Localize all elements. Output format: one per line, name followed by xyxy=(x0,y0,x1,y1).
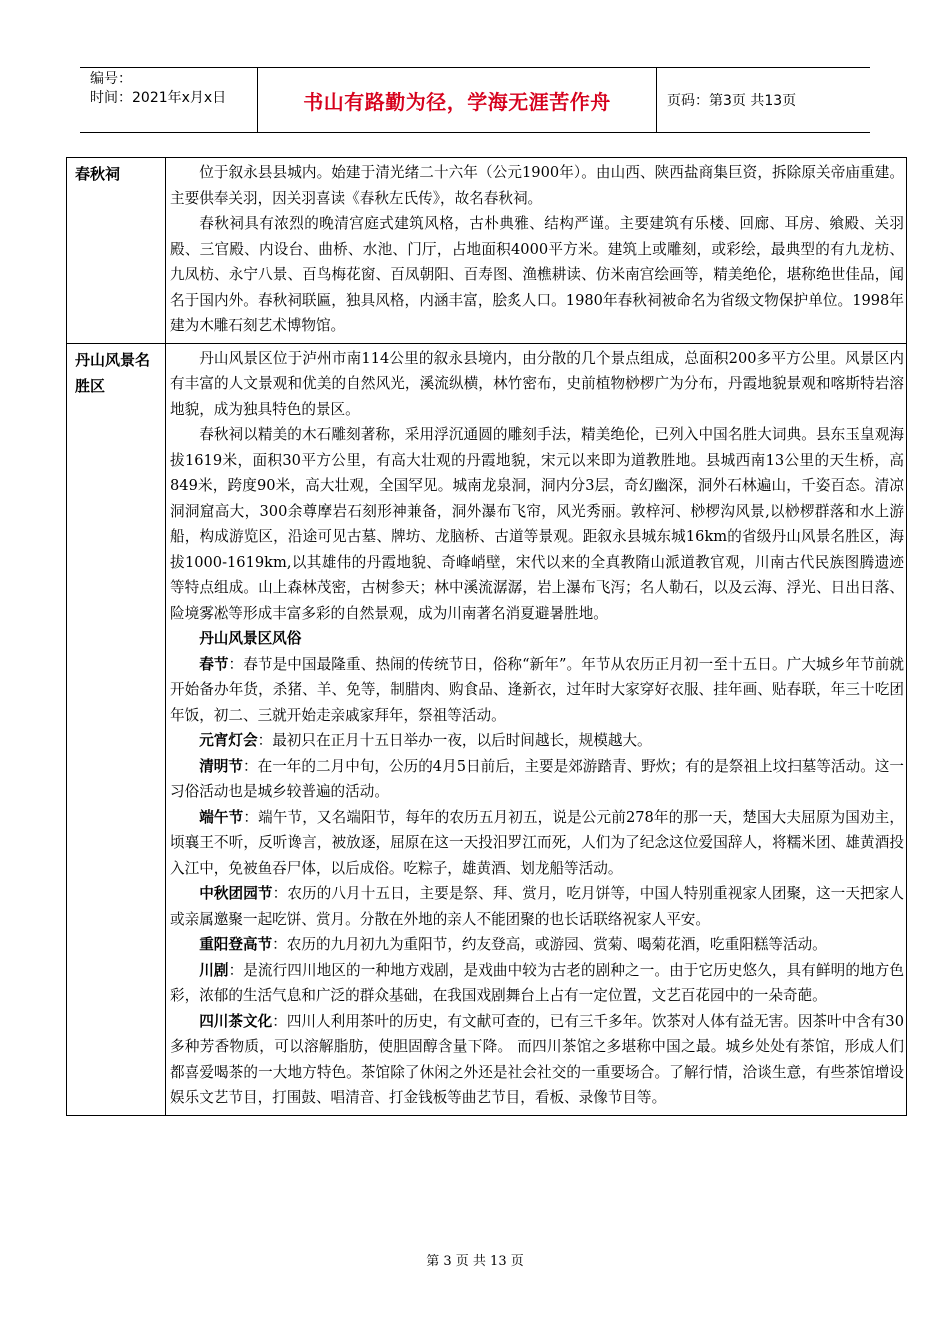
custom-term: 元宵灯会 xyxy=(199,732,258,749)
custom-term: 端午节 xyxy=(199,808,244,826)
custom-item xyxy=(170,932,904,958)
page-label: 页码：第3页 共13页 xyxy=(667,93,797,109)
table-row xyxy=(67,158,907,344)
custom-term: 春节 xyxy=(199,655,229,673)
custom-sep: ： xyxy=(243,808,259,826)
custom-term: 清明节 xyxy=(199,757,243,775)
table-row xyxy=(67,343,907,1115)
header-motto-cell xyxy=(258,68,657,132)
page-header xyxy=(80,67,870,133)
custom-item xyxy=(170,958,904,1009)
custom-text: 农历的八月十五日，主要是祭、拜、赏月，吃月饼等，中国人特别重视家人团聚，这一天把家人或亲属邀聚一起吃饼、赏月。分散在外地的亲人不能团聚的也长话联络祝家人平安。 xyxy=(170,885,904,928)
custom-text: 春节是中国最隆重、热闹的传统节日，俗称“新年”。年节从农历正月初一至十五日。广大城乡年节前就开始备办年货，杀猪、羊、免等，制腊肉、购食品、逢新衣，过年时大家穿好衣服、挂年画、贴春联，年三十吃团年饭，初二、三就开始走亲戚家拜年，祭祖等活动。 xyxy=(170,655,904,724)
page-footer: 第 3 页 共 13 页 xyxy=(426,1254,524,1269)
custom-text: 端午节，又名端阳节，每年的农历五月初五，说是公元前278年的那一天，楚国大夫屈原为国劝主，顷襄王不听，反听谗言，被放逐，屈原在这一天投汨罗江而死，人们为了纪念这位爱国辞人，将糯米团、雄黄酒投入江中，免被鱼吞尸体，以后成俗。吃粽子，雄黄酒、划龙船等活动。 xyxy=(170,808,904,877)
time-label: 时间：2021年x月x日 xyxy=(90,90,227,106)
customs-title: 丹山风景区风俗 xyxy=(199,630,302,647)
row-label: 春秋祠 xyxy=(67,158,166,344)
custom-sep: ： xyxy=(243,757,258,775)
motto: 书山有路勤为径，学海无涯苦作舟 xyxy=(303,89,611,114)
custom-item xyxy=(170,881,904,932)
custom-text: 农历的九月初九为重阳节，约友登高，或游园、赏菊、喝菊花酒，吃重阳糕等活动。 xyxy=(286,936,827,953)
custom-item xyxy=(170,1009,904,1111)
custom-item xyxy=(170,728,904,754)
custom-sep: ： xyxy=(272,885,288,902)
header-meta xyxy=(80,68,258,132)
paragraph: 春秋祠以精美的木石雕刻著称，采用浮沉通圆的雕刻手法，精美绝伦，已列入中国名胜大词典。县东玉皇观海拔1619米，面积30平方公里，有高大壮观的丹霞地貌，宋元以来即为道教胜地。县城西南13公里的天生桥，高849米，跨度90米，高大壮观，全国罕见。城南龙泉洞，洞内分3层，奇幻幽深，洞外石林遍山，千姿百态。清凉洞洞窟高大，300余尊摩岩石刻形神兼备，洞外瀑布飞帘，风光秀丽。敦梓河、桫椤沟风景,以桫椤群落和水上游船，构成游览区，沿途可见古墓、牌坊、龙脑桥、古道等景观。距叙永县城东城16km的省级丹山风景名胜区，海拔1000-1619km,以其雄伟的丹霞地貌、奇峰峭壁，宋代以来的全真教隋山派道教官观，川南古代民族图腾遗迹等特点组成。山上森林茂密，古树参天；林中溪流潺潺，岩上瀑布飞泻；名人勒石，以及云海、浮光、日出日落、险境雾凇等形成丰富多彩的自然景观，成为川南著名消夏避暑胜地。 xyxy=(170,426,904,622)
custom-term: 川剧 xyxy=(199,961,229,979)
paragraph: 春秋祠具有浓烈的晚清宫庭式建筑风格，古朴典雅、结构严谨。主要建筑有乐楼、回廊、耳房、飨殿、关羽殿、三官殿、内设台、曲桥、水池、门厅，占地面积4000平方米。建筑上或雕刻，或彩绘，最典型的有九龙枋、九凤枋、永宁八景、百鸟梅花窗、百凤朝阳、百寿图、渔樵耕读、仿米南宫绘画等，精美绝伦，堪称绝世佳品，闻名于国内外。春秋祠联匾，独具风格，内涵丰富，脍炙人口。1980年春秋祠被命名为省级文物保护单位。1998年建为木雕石刻艺术博物馆。 xyxy=(170,215,904,334)
custom-sep: ： xyxy=(272,1012,287,1030)
custom-term: 四川茶文化 xyxy=(199,1012,273,1030)
custom-term: 重阳登高节 xyxy=(199,936,273,953)
custom-text: 四川人利用茶叶的历史，有文献可查的，已有三千多年。饮茶对人体有益无害。因茶叶中含有30多种芳香物质，可以溶解脂肪，使胆固醇含量下降。 而四川茶馆之多堪称中国之最。城乡处处有茶馆，形成人们都喜爱喝茶的一大地方特色。茶馆除了休闲之外还是社会社交的一重要场合。了解行情，洽谈生意，有些茶馆增设娱乐文艺节目，打围鼓、唱清音、打金钱板等曲艺节目，看板、录像节目等。 xyxy=(170,1012,904,1106)
custom-item xyxy=(170,805,904,882)
custom-item xyxy=(170,652,904,729)
header-page-cell xyxy=(657,68,870,132)
paragraph: 位于叙永县县城内。始建于清光绪二十六年（公元1900年）。由山西、陕西盐商集巨资，拆除原关帝庙重建。主要供奉关羽，因关羽喜读《春秋左氏传》，故名春秋祠。 xyxy=(170,164,904,207)
paragraph: 丹山风景区位于泸州市南114公里的叙永县境内，由分散的几个景点组成，总面积200多平方公里。风景区内有丰富的人文景观和优美的自然风光，溪流纵横，林竹密布，史前植物桫椤广为分布，丹霞地貌景观和喀斯特岩溶地貌，成为独具特色的景区。 xyxy=(170,349,904,418)
custom-sep: ： xyxy=(228,961,244,979)
number-label: 编号： xyxy=(90,71,132,87)
custom-text: 最初只在正月十五日举办一夜，以后时间越长，规模越大。 xyxy=(272,732,652,749)
custom-item xyxy=(170,754,904,805)
custom-text: 在一年的二月中旬，公历的4月5日前后，主要是郊游踏青、野炊；有的是祭祖上坟扫墓等活动。这一习俗活动也是城乡较普遍的活动。 xyxy=(170,757,904,800)
custom-term: 中秋团园节 xyxy=(199,885,273,902)
custom-sep: ： xyxy=(228,655,244,673)
custom-text: 是流行四川地区的一种地方戏剧，是戏曲中较为古老的剧种之一。由于它历史悠久，具有鲜明的地方色彩，浓郁的生活气息和广泛的群众基础，在我国戏剧舞台上占有一定位置，文艺百花园中的一朵奇葩。 xyxy=(170,961,904,1004)
row-body xyxy=(166,343,907,1115)
custom-sep: ： xyxy=(272,936,287,953)
row-body xyxy=(166,158,907,344)
row-label: 丹山风景名胜区 xyxy=(67,343,166,1115)
content-table xyxy=(66,157,907,1116)
custom-sep: ： xyxy=(257,732,273,749)
